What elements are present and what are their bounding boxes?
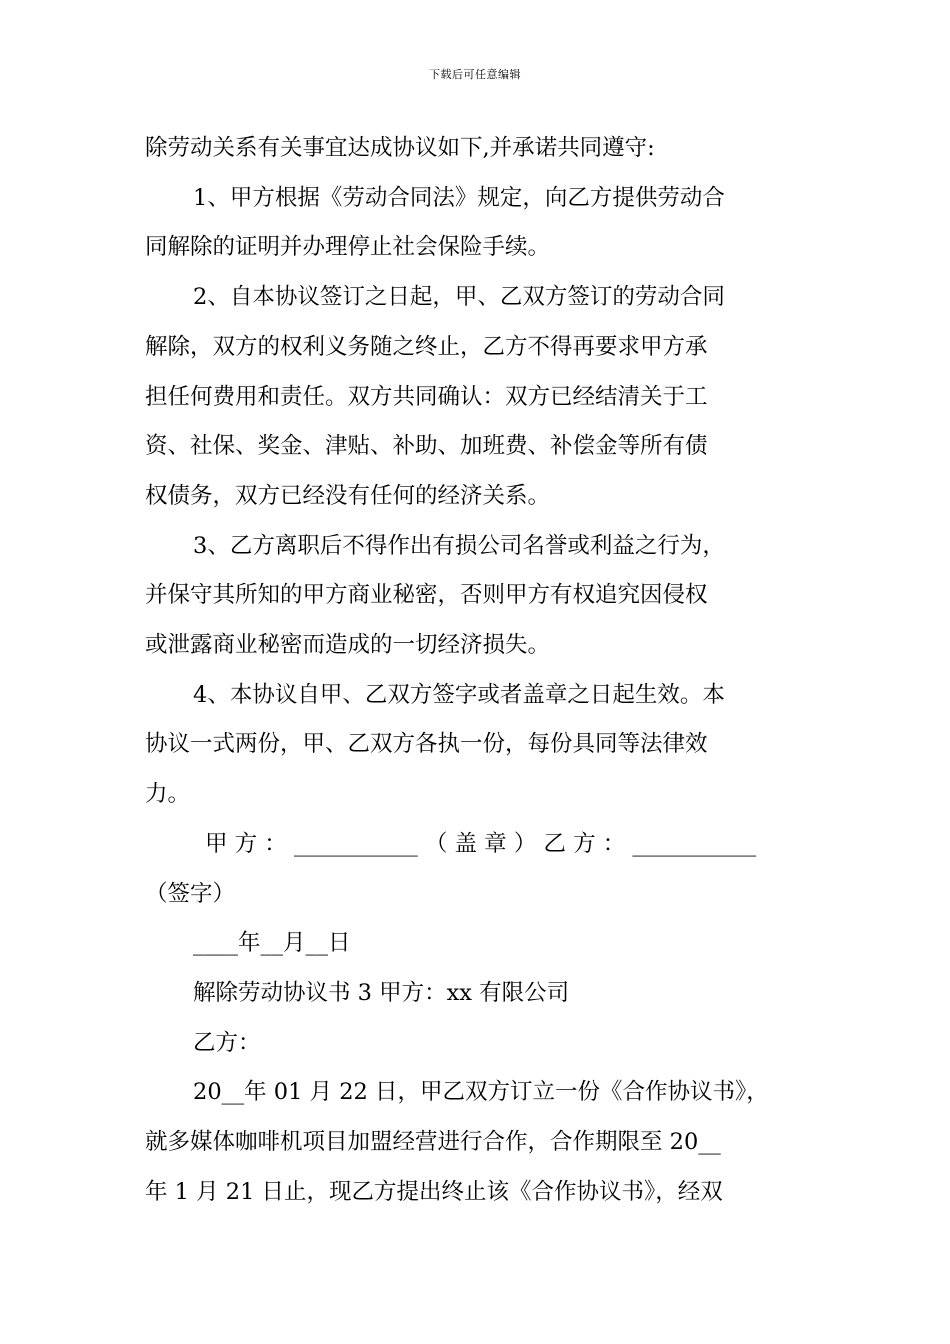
page-header: 下载后可任意编辑 xyxy=(429,68,521,81)
clause-3-line: 并保守其所知的甲方商业秘密，否则甲方有权追究因侵权 xyxy=(145,582,708,609)
clause-1-line: 同解除的证明并办理停止社会保险手续。 xyxy=(145,234,551,261)
body-line: 年 1 月 21 日止，现乙方提出终止该《合作协议书》，经双 xyxy=(145,1178,723,1205)
clause-3-line: 3、乙方离职后不得作出有损公司名誉或利益之行为， xyxy=(193,532,725,559)
party-b-line: 乙方： xyxy=(193,1029,261,1056)
clause-2-line: 担任何费用和责任。双方共同确认：双方已经结清关于工 xyxy=(145,383,708,410)
clause-2-line: 2、自本协议签订之日起，甲、乙双方签订的劳动合同 xyxy=(193,284,725,311)
signature-line: 甲 方 ： ___________ （ 盖 章 ） 乙 方 ： ___________ xyxy=(205,830,757,857)
clause-2-line: 权债务，双方已经没有任何的经济关系。 xyxy=(145,482,551,509)
clause-3-line: 或泄露商业秘密而造成的一切经济损失。 xyxy=(145,632,551,659)
clause-2-line: 解除，双方的权利义务随之终止，乙方不得再要求甲方承 xyxy=(145,333,708,360)
body-line: 就多媒体咖啡机项目加盟经营进行合作，合作期限至 20__ xyxy=(145,1129,721,1156)
clause-4-line: 4、本协议自甲、乙双方签字或者盖章之日起生效。本 xyxy=(193,681,725,708)
signature-note: （签字） xyxy=(145,880,236,907)
body-line: 20__年 01 月 22 日，甲乙双方订立一份《合作协议书》， xyxy=(193,1079,769,1106)
section-title: 解除劳动协议书 3 甲方：xx 有限公司 xyxy=(193,979,570,1006)
clause-1-line: 1、甲方根据《劳动合同法》规定，向乙方提供劳动合 xyxy=(193,184,725,211)
clause-4-line: 力。 xyxy=(145,781,191,808)
document-body xyxy=(145,124,813,1217)
body-line: 除劳动关系有关事宜达成协议如下,并承诺共同遵守: xyxy=(145,135,655,161)
clause-2-line: 资、社保、奖金、津贴、补助、加班费、补偿金等所有债 xyxy=(145,433,708,460)
date-line: ____年__月__日 xyxy=(193,930,351,957)
clause-4-line: 协议一式两份，甲、乙双方各执一份，每份具同等法律效 xyxy=(145,731,708,758)
